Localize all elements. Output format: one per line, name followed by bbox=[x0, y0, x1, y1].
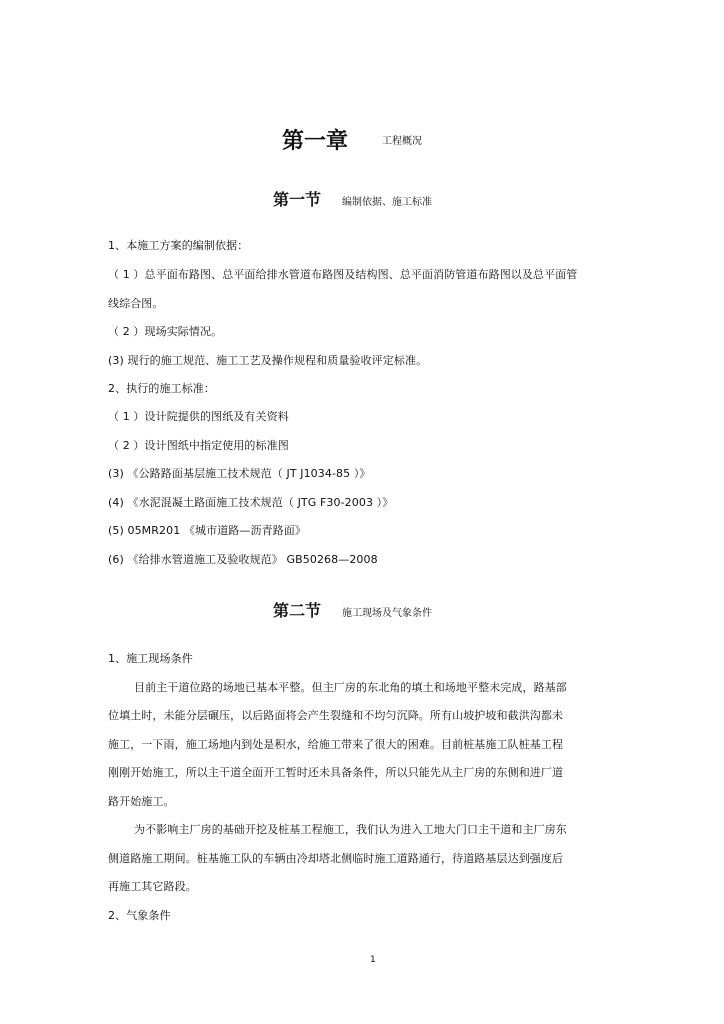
chapter-number: 第一章 bbox=[282, 129, 349, 154]
body-line: 1、施工现场条件 bbox=[108, 652, 193, 665]
body-line: 2、气象条件 bbox=[108, 909, 171, 922]
section-1-number: 第一节 bbox=[273, 190, 322, 209]
body-line: (5) 05MR201 《城市道路—沥青路面》 bbox=[108, 524, 307, 537]
body-line: 再施工其它路段。 bbox=[108, 880, 197, 893]
page-number: 1 bbox=[370, 955, 376, 965]
body-line: 1、本施工方案的编制依据： bbox=[108, 239, 249, 252]
body-line: 侧道路施工期间。桩基施工队的车辆由冷却塔北侧临时施工道路通行，待道路基层达到强度后 bbox=[108, 852, 564, 865]
body-line: 线综合图。 bbox=[108, 297, 164, 310]
chapter-title: 工程概况 bbox=[382, 136, 422, 147]
body-line: 2、执行的施工标准： bbox=[108, 382, 215, 395]
body-line: （ 2 ）设计图纸中指定使用的标准图 bbox=[108, 439, 289, 452]
section-1-title: 编制依据、施工标准 bbox=[342, 197, 432, 208]
body-line: （ 2 ）现场实际情况。 bbox=[108, 325, 223, 338]
body-line: （ 1 ）总平面布路图、总平面给排水管道布路图及结构图、总平面消防管道布路图以及总平面管 bbox=[108, 268, 578, 281]
body-line: (6) 《给排水管道施工及验收规范》 GB50268—2008 bbox=[108, 553, 378, 566]
body-line: 目前主干道位路的场地已基本平整。但主厂房的东北角的填土和场地平整未完成，路基部 bbox=[134, 681, 567, 694]
body-line: 路开始施工。 bbox=[108, 795, 175, 808]
body-line: 刚刚开始施工，所以主干道全面开工暂时还未具备条件，所以只能先从主厂房的东侧和进厂道 bbox=[108, 766, 564, 779]
body-line: 为不影响主厂房的基础开挖及桩基工程施工，我们认为进入工地大门口主干道和主厂房东 bbox=[134, 823, 567, 836]
body-line: （ 1 ）设计院提供的图纸及有关资料 bbox=[108, 410, 289, 423]
body-line: (3) 现行的施工规范、施工工艺及操作规程和质量验收评定标准。 bbox=[108, 354, 428, 367]
body-line: 施工，一下雨，施工场地内到处是积水，给施工带来了很大的困难。目前桩基施工队桩基工程 bbox=[108, 738, 564, 751]
section-2-title: 施工现场及气象条件 bbox=[342, 608, 432, 619]
body-line: (4) 《水泥混凝土路面施工技术规范（ JTG F30-2003 ）》 bbox=[108, 496, 394, 509]
section-2-number: 第二节 bbox=[273, 601, 322, 620]
body-line: (3) 《公路路面基层施工技术规范（ JT J1034-85 ）》 bbox=[108, 467, 371, 480]
body-line: 位填土时，未能分层碾压，以后路面将会产生裂缝和不均匀沉降。所有山坡护坡和截洪沟都未 bbox=[108, 709, 564, 722]
